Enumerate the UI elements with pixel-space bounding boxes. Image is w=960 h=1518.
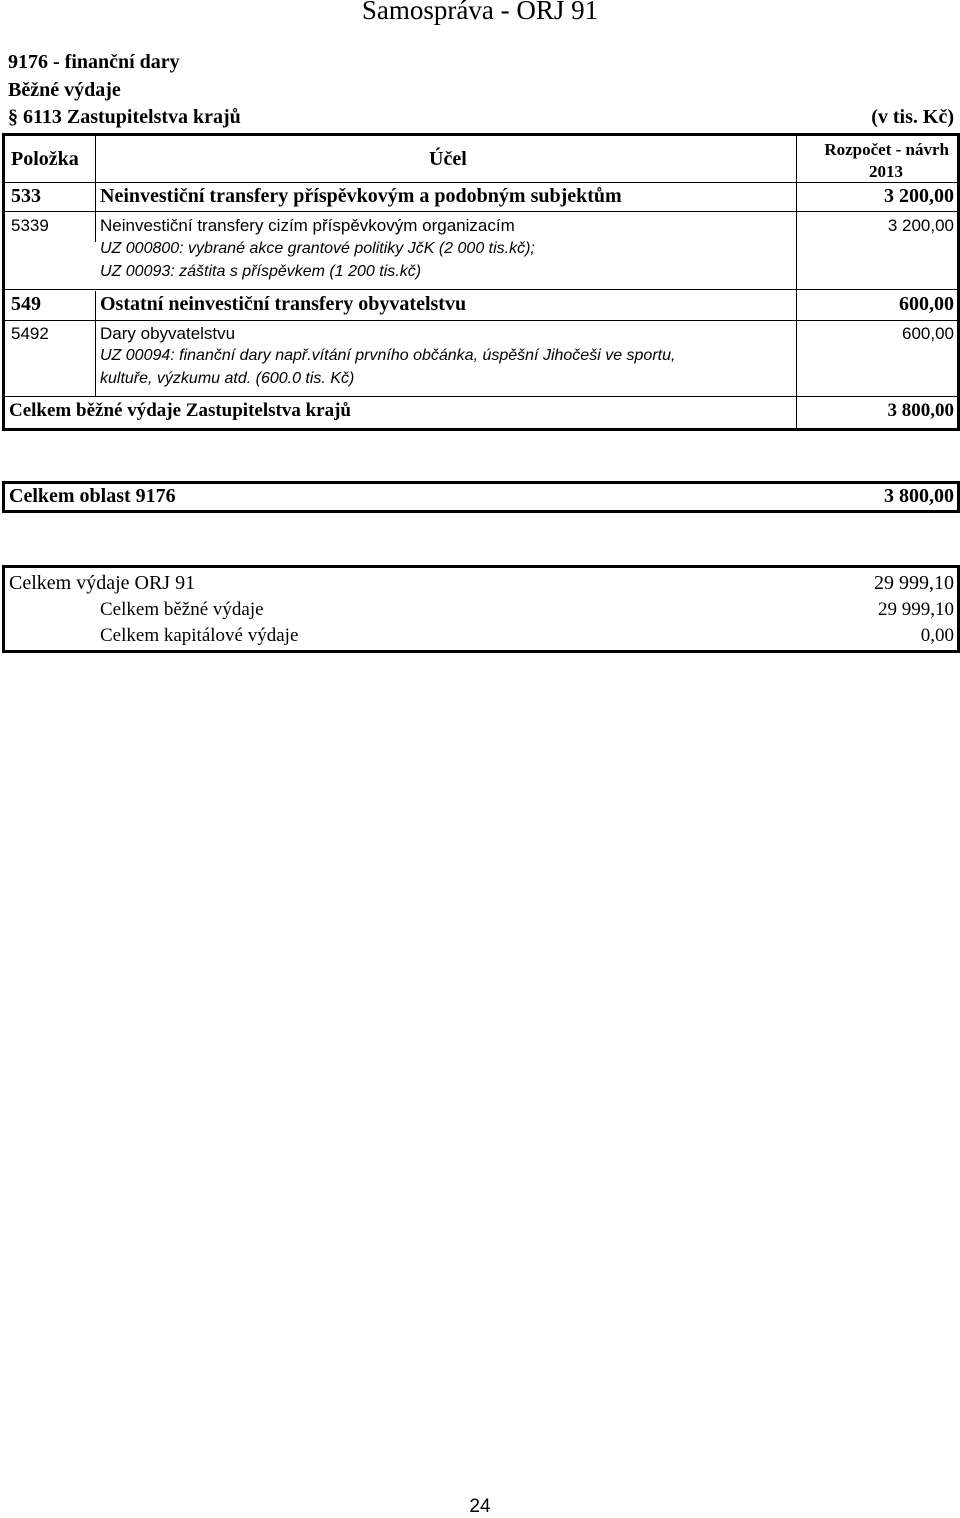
current-expenses-label: Celkem běžné výdaje <box>100 599 264 620</box>
capital-expenses-amount: 0,00 <box>920 625 954 646</box>
item-amount: 3 200,00 <box>887 216 954 235</box>
orj-total-box <box>2 565 960 653</box>
paragraph-heading: § 6113 Zastupitelstva krajů <box>8 106 241 128</box>
col-purpose-header: Účel <box>429 148 467 170</box>
group-amount: 3 200,00 <box>884 185 954 207</box>
item-note: UZ 00093: záštita s příspěvkem (1 200 tis.kč) <box>100 263 422 280</box>
budget-table <box>2 133 960 431</box>
item-note: UZ 000800: vybrané akce grantové politiky JčK (2 000 tis.kč); <box>100 240 535 257</box>
page-number: 24 <box>469 1496 491 1517</box>
item-code: 5492 <box>11 324 49 343</box>
divider <box>5 320 957 321</box>
area-heading: 9176 - finanční dary <box>8 51 180 73</box>
page-title: Samospráva - ORJ 91 <box>361 0 599 25</box>
total-label: Celkem běžné výdaje Zastupitelstva krajů <box>9 400 351 421</box>
unit-label: (v tis. Kč) <box>871 106 954 128</box>
area-total-label: Celkem oblast 9176 <box>9 485 176 507</box>
item-amount: 600,00 <box>902 324 954 343</box>
group-code: 533 <box>11 185 41 207</box>
col-budget-header: Rozpočet - návrh <box>824 140 949 159</box>
group-code: 549 <box>11 293 41 315</box>
group-name: Neinvestiční transfery příspěvkovým a podobným subjektům <box>100 185 622 207</box>
type-heading: Běžné výdaje <box>8 79 121 101</box>
col-year-header: 2013 <box>869 162 903 181</box>
item-name: Dary obyvatelstvu <box>100 324 236 343</box>
item-name: Neinvestiční transfery cizím příspěvkovým organizacím <box>100 216 515 235</box>
divider <box>5 289 957 290</box>
item-code: 5339 <box>11 216 49 235</box>
group-name: Ostatní neinvestiční transfery obyvatelstvu <box>100 293 467 315</box>
divider <box>5 396 957 397</box>
area-total-box <box>2 481 960 513</box>
orj-total-label: Celkem výdaje ORJ 91 <box>9 572 196 594</box>
divider <box>5 182 957 183</box>
divider <box>5 211 957 212</box>
column-divider <box>796 136 797 428</box>
item-note: UZ 00094: finanční dary např.vítání prvního občánka, úspěšní Jihočeši ve sportu, <box>100 347 676 364</box>
capital-expenses-label: Celkem kapitálové výdaje <box>100 625 299 646</box>
current-expenses-amount: 29 999,10 <box>878 599 954 620</box>
group-amount: 600,00 <box>899 293 954 315</box>
column-divider <box>95 291 96 396</box>
orj-total-amount: 29 999,10 <box>874 572 954 594</box>
total-amount: 3 800,00 <box>887 400 954 421</box>
item-note: kultuře, výzkumu atd. (600.0 tis. Kč) <box>100 370 355 387</box>
area-total-amount: 3 800,00 <box>884 485 954 507</box>
col-item-header: Položka <box>11 148 79 170</box>
column-divider <box>95 136 96 242</box>
